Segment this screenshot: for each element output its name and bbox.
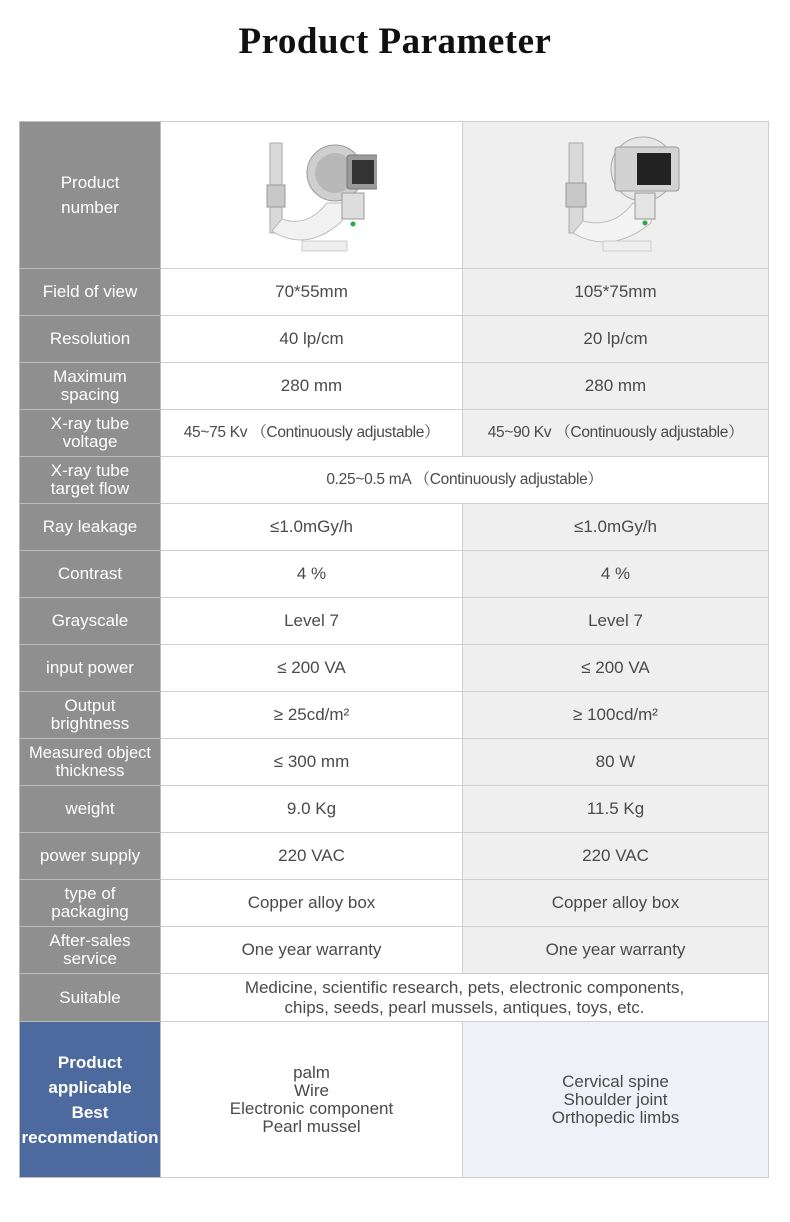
row-label: X-ray tube voltage <box>20 410 161 457</box>
row-label: Output brightness <box>20 692 161 739</box>
value-cell: ≤ 300 mm <box>161 739 463 786</box>
xray-device-icon <box>551 133 681 258</box>
value-cell: Level 7 <box>463 598 769 645</box>
row-label: Product number <box>20 122 161 269</box>
value-cell: 105*75mm <box>463 269 769 316</box>
product-image-1 <box>161 122 463 269</box>
suitable-line: chips, seeds, pearl mussels, antiques, toys, etc. <box>284 997 645 1017</box>
table-row <box>20 457 769 504</box>
row-label: power supply <box>20 833 161 880</box>
value-cell: 280 mm <box>463 363 769 410</box>
value-cell: 220 VAC <box>463 833 769 880</box>
parameter-table <box>19 121 769 1178</box>
list-item: Pearl mussel <box>262 1116 361 1136</box>
recommendation-row <box>20 1022 769 1178</box>
table-row <box>20 551 769 598</box>
row-label: Grayscale <box>20 598 161 645</box>
table-row <box>20 974 769 1022</box>
value-cell: 11.5 Kg <box>463 786 769 833</box>
value-cell: 20 lp/cm <box>463 316 769 363</box>
row-label: Suitable <box>20 974 161 1022</box>
value-cell: 80 W <box>463 739 769 786</box>
page-title: Product Parameter <box>238 21 552 62</box>
table-row <box>20 363 769 410</box>
table-row <box>20 269 769 316</box>
row-label: Resolution <box>20 316 161 363</box>
row-label: Field of view <box>20 269 161 316</box>
recommendation-col1 <box>161 1022 463 1178</box>
table-row <box>20 739 769 786</box>
table-row <box>20 692 769 739</box>
value-cell: Copper alloy box <box>463 880 769 927</box>
table-row <box>20 645 769 692</box>
table-row <box>20 598 769 645</box>
row-label: Contrast <box>20 551 161 598</box>
table-row <box>20 504 769 551</box>
row-label: Ray leakage <box>20 504 161 551</box>
table-row <box>20 880 769 927</box>
recommendation-col2 <box>463 1022 769 1178</box>
product-image-2 <box>463 122 769 269</box>
table-row <box>20 316 769 363</box>
list-item: Orthopedic limbs <box>551 1107 680 1127</box>
value-cell: One year warranty <box>161 927 463 974</box>
table-row <box>20 410 769 457</box>
row-label: X-ray tube target flow <box>20 457 161 504</box>
xray-device-icon <box>247 133 377 258</box>
value-cell: 40 lp/cm <box>161 316 463 363</box>
value-cell: ≤1.0mGy/h <box>161 504 463 551</box>
value-cell: 70*55mm <box>161 269 463 316</box>
value-cell: 220 VAC <box>161 833 463 880</box>
value-cell: Copper alloy box <box>161 880 463 927</box>
list-item: Shoulder joint <box>563 1089 668 1109</box>
value-cell: 9.0 Kg <box>161 786 463 833</box>
value-cell: 4 % <box>463 551 769 598</box>
value-cell: Level 7 <box>161 598 463 645</box>
row-label: type of packaging <box>20 880 161 927</box>
value-cell: ≤ 200 VA <box>161 645 463 692</box>
value-cell: 45~90 Kv （Continuously adjustable） <box>463 410 769 457</box>
value-cell: ≤ 200 VA <box>463 645 769 692</box>
row-label: Maximum spacing <box>20 363 161 410</box>
list-item: Wire <box>294 1080 329 1100</box>
list-item: Cervical spine <box>562 1071 669 1091</box>
row-label: After-sales service <box>20 927 161 974</box>
row-label: weight <box>20 786 161 833</box>
table-row <box>20 927 769 974</box>
value-cell: ≤1.0mGy/h <box>463 504 769 551</box>
table-row <box>20 122 769 269</box>
value-cell: 280 mm <box>161 363 463 410</box>
value-cell: ≥ 100cd/m² <box>463 692 769 739</box>
merged-value-cell <box>161 974 769 1022</box>
value-cell: 45~75 Kv （Continuously adjustable） <box>161 410 463 457</box>
row-label: Measured object thickness <box>20 739 161 786</box>
list-item: palm <box>293 1062 330 1082</box>
row-label: input power <box>20 645 161 692</box>
recommendation-label: Product applicable Best recommendation <box>20 1022 161 1178</box>
value-cell: One year warranty <box>463 927 769 974</box>
table-row <box>20 786 769 833</box>
merged-value-cell: 0.25~0.5 mA （Continuously adjustable） <box>161 457 769 504</box>
value-cell: ≥ 25cd/m² <box>161 692 463 739</box>
suitable-line: Medicine, scientific research, pets, electronic components, <box>244 977 685 997</box>
list-item: Electronic component <box>229 1098 394 1118</box>
table-row <box>20 833 769 880</box>
value-cell: 4 % <box>161 551 463 598</box>
